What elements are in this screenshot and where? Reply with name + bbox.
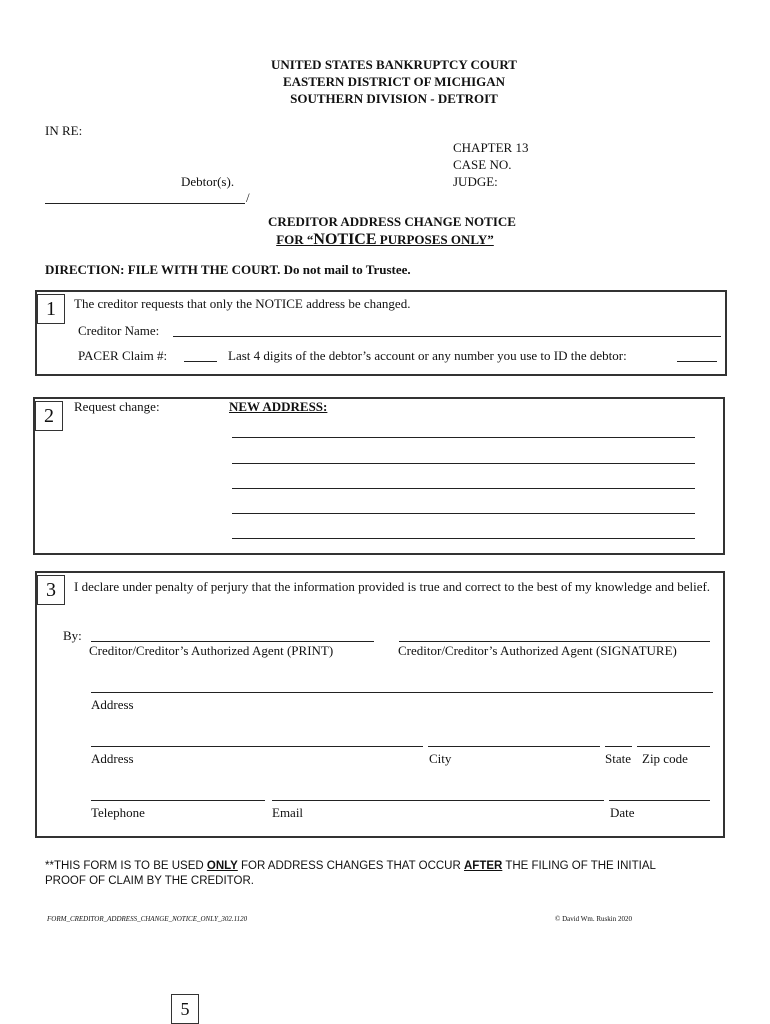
usage-note-only: ONLY [206,860,238,872]
city-field[interactable] [428,746,600,747]
print-name-field[interactable] [91,641,374,642]
city-label: City [429,751,452,766]
last4-field[interactable] [677,361,717,362]
declaration-text: I declare under penalty of perjury that the information provided is true and correct to the best of my knowledge and belief. [74,579,711,594]
usage-note [45,859,656,889]
email-field[interactable] [272,800,604,801]
creditor-name-field[interactable] [173,336,721,337]
request-change-label: Request change: [74,399,160,414]
state-field[interactable] [605,746,632,747]
signature-field[interactable] [399,641,710,642]
address-1-field[interactable] [91,692,713,693]
state-label: State [605,751,631,766]
caption-slash: / [246,190,250,205]
new-address-line-2[interactable] [232,463,695,464]
usage-note-part2: FOR ADDRESS CHANGES THAT OCCUR [237,860,464,872]
usage-note-part3: THE FILING OF THE INITIAL [502,860,656,872]
pacer-claim-field[interactable] [184,361,217,362]
chapter-label: CHAPTER 13 [453,140,529,155]
new-address-label: NEW ADDRESS: [229,399,328,414]
address-2-field[interactable] [91,746,423,747]
notice-title: CREDITOR ADDRESS CHANGE NOTICE [268,214,516,229]
in-re-label: IN RE: [45,123,83,138]
debtors-label: Debtor(s). [181,174,235,189]
email-label: Email [272,805,304,820]
new-address-line-5[interactable] [232,538,695,539]
page-number: 5 [171,994,199,1024]
court-header-line2: EASTERN DISTRICT OF MICHIGAN [282,74,506,89]
direction-text: DIRECTION: FILE WITH THE COURT. Do not mail to Trustee. [45,262,411,277]
address-2-label: Address [91,751,134,766]
case-info [453,139,528,190]
form-id: FORM_CREDITOR_ADDRESS_CHANGE_NOTICE_ONLY_302.1120 [47,915,248,923]
signature-label: Creditor/Creditor’s Authorized Agent (SIGNATURE) [398,643,677,658]
new-address-line-3[interactable] [232,488,695,489]
subtitle-notice: NOTICE [313,231,377,248]
date-label: Date [610,805,635,820]
print-label: Creditor/Creditor’s Authorized Agent (PRINT) [89,643,334,658]
debtor-signature-line [45,203,245,204]
new-address-line-4[interactable] [232,513,695,514]
zip-label: Zip code [642,751,688,766]
zip-field[interactable] [637,746,710,747]
date-field[interactable] [609,800,710,801]
case-no-label: CASE NO. [453,157,512,172]
notice-subtitle [0,231,770,249]
section-2-box [33,397,725,555]
usage-note-line2: PROOF OF CLAIM BY THE CREDITOR. [45,875,254,887]
section-2-number: 2 [35,401,63,431]
pacer-claim-label: PACER Claim #: [78,348,168,363]
by-label: By: [63,628,82,643]
subtitle-for: FOR “ [276,232,314,247]
address-1-label: Address [91,697,134,712]
section-1-number: 1 [37,294,65,324]
new-address-line-1[interactable] [232,437,695,438]
section-3-box [35,571,725,838]
usage-note-after: AFTER [463,860,503,872]
telephone-field[interactable] [91,800,265,801]
judge-label: JUDGE: [453,174,498,189]
creditor-name-label: Creditor Name: [78,323,160,338]
court-header [0,56,770,107]
telephone-label: Telephone [91,805,145,820]
section-1-text: The creditor requests that only the NOTICE address be changed. [74,296,411,311]
last4-label: Last 4 digits of the debtor’s account or any number you use to ID the debtor: [228,348,627,363]
usage-note-line1 [45,859,656,874]
court-header-line3: SOUTHERN DIVISION - DETROIT [290,91,498,106]
usage-note-part1: **THIS FORM IS TO BE USED [45,860,207,872]
court-header-line1: UNITED STATES BANKRUPTCY COURT [271,57,517,72]
section-3-number: 3 [37,575,65,605]
copyright: © David Wm. Ruskin 2020 [555,915,632,923]
subtitle-purposes: PURPOSES ONLY” [376,232,494,247]
